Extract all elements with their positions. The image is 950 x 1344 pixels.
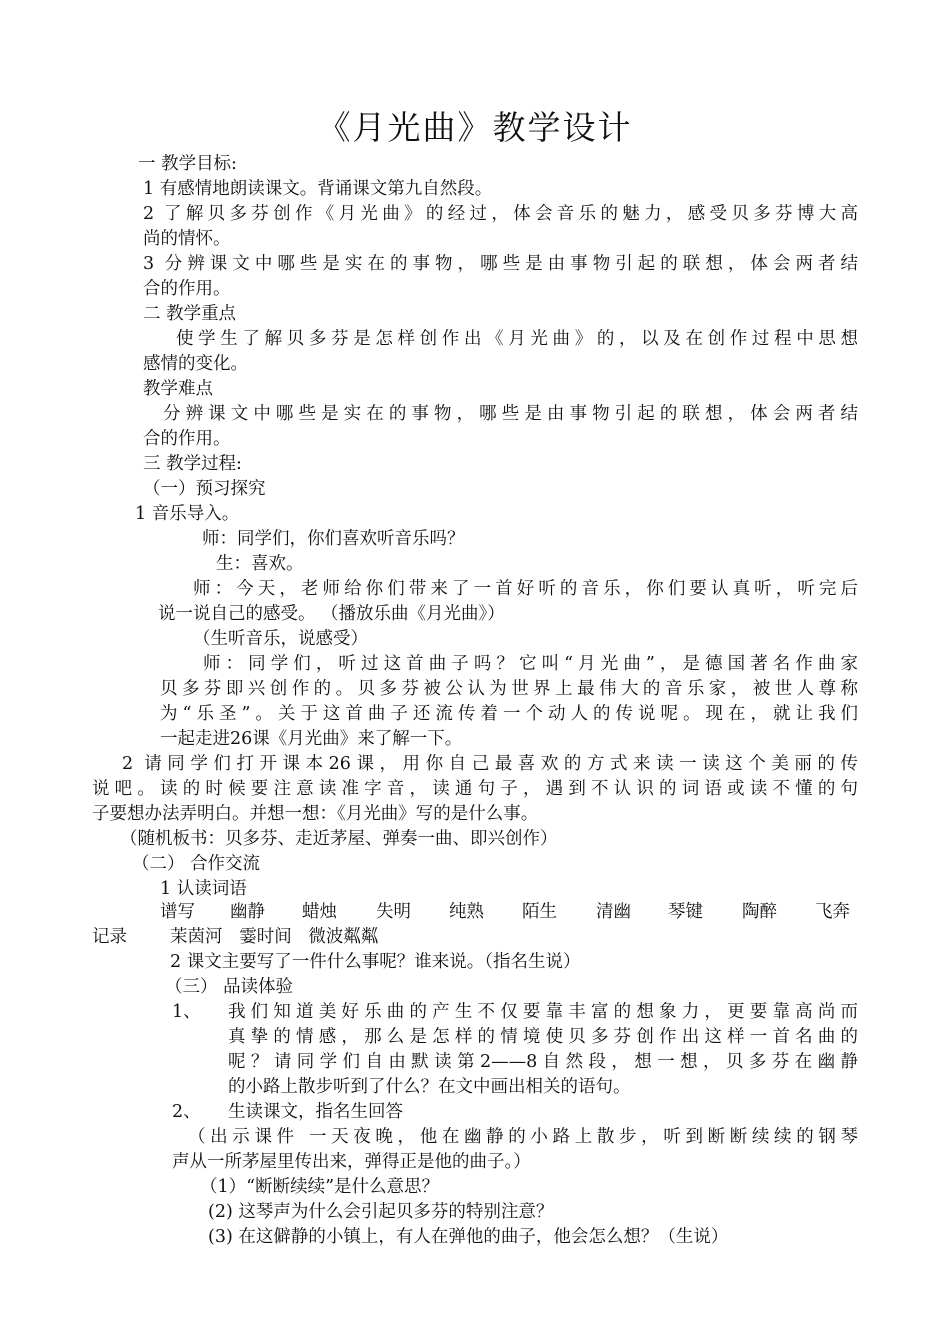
dialogue-teacher-2-line-1: 师：今天，老师给你们带来了一首好听的音乐，你们要认真听，听完后: [193, 579, 858, 599]
item-1-line-4: 的小路上散步听到了什么？在文中画出相关的语句。: [228, 1077, 631, 1097]
goal-3-line-1: 3 分辨课文中哪些是实在的事物，哪些是由事物引起的联想，体会两者结: [143, 254, 858, 274]
vocab-word: 谱写: [160, 902, 195, 922]
sub-question-3: (3) 在这僻静的小镇上，有人在弹他的曲子，他会怎么想？（生说）: [208, 1227, 729, 1247]
dialogue-teacher-3-line-2: 贝多芬即兴创作的。贝多芬被公认为世界上最伟大的音乐家，被世人尊称: [160, 679, 858, 699]
vocab-word: 蜡烛: [302, 902, 337, 922]
item-1-line-2: 真挚的情感，那么是怎样的情境使贝多芬创作出这样一首名曲的: [228, 1027, 858, 1047]
dialogue-student-1: 生：喜欢。: [216, 554, 304, 574]
vocab-word: 飞奔: [815, 902, 850, 922]
goal-2-line-1: 2 了解贝多芬创作《月光曲》的经过，体会音乐的魅力，感受贝多芬博大高: [143, 204, 858, 224]
goal-3-line-2: 合的作用。: [143, 279, 231, 299]
step-2-line-2: 说吧。读的时候要注意读准字音，读通句子，遇到不认识的词语或读不懂的句: [92, 779, 858, 799]
vocab-word: 清幽: [596, 902, 631, 922]
difficulty-line-1: 分辨课文中哪些是实在的事物，哪些是由事物引起的联想，体会两者结: [163, 404, 858, 424]
goal-2-line-2: 尚的情怀。: [143, 229, 231, 249]
vocab-word: 纯熟: [449, 902, 484, 922]
step-2-line-3: 子要想办法弄明白。并想一想：《月光曲》写的是什么事。: [92, 804, 539, 824]
sub-question-2: (2) 这琴声为什么会引起贝多芬的特别注意？: [208, 1202, 554, 1222]
vocab-word: 陌生: [522, 902, 557, 922]
key-point-line-2: 感情的变化。: [143, 354, 248, 374]
vocab-word: 失明: [376, 902, 411, 922]
dialogue-teacher-3-line-4: 一起走进26课《月光曲》来了解一下。: [160, 729, 463, 749]
vocab-word: 幽静: [230, 902, 265, 922]
step-1: 1 音乐导入。: [135, 504, 240, 524]
section-3-heading: 三 教学过程:: [143, 454, 242, 474]
part-1-heading: （一）预习探究: [143, 479, 266, 499]
vocab-heading: 1 认读词语: [160, 879, 247, 899]
sub-question-1: （1）“断断续续”是什么意思？: [200, 1177, 440, 1197]
dialogue-teacher-2-line-2: 说一说自己的感受。 （播放乐曲《月光曲》）: [158, 604, 505, 624]
difficulty-line-2: 合的作用。: [143, 429, 231, 449]
part-3-heading: （三） 品读体验: [165, 977, 294, 997]
vocab-word: 陶醉: [742, 902, 777, 922]
item-1-line-3: 呢？请同学们自由默读第2——8自然段，想一想，贝多芬在幽静: [228, 1052, 858, 1072]
dialogue-teacher-3-line-3: 为“乐圣”。关于这首曲子还流传着一个动人的传说呢。现在，就让我们: [160, 704, 858, 724]
dialogue-teacher-1: 师：同学们，你们喜欢听音乐吗？: [202, 529, 465, 549]
key-point-line-1: 使学生了解贝多芬是怎样创作出《月光曲》的，以及在创作过程中思想: [176, 329, 858, 349]
vocab-word: 琴键: [668, 902, 703, 922]
vocab-row-2-first: 记录: [92, 927, 127, 947]
step-2-line-1: 2 请同学们打开课本26课，用你自己最喜欢的方式来读一读这个美丽的传: [122, 754, 858, 774]
board-note: （随机板书：贝多芬、走近茅屋、弹奏一曲、即兴创作）: [120, 829, 558, 849]
document-title: 《月光曲》教学设计: [317, 108, 633, 147]
slide-line-1: （出示课件 一天夜晚，他在幽静的小路上散步，听到断断续续的钢琴: [188, 1127, 858, 1147]
section-2-heading: 二 教学重点: [143, 304, 237, 324]
slide-line-2: 声从一所茅屋里传出来，弹得正是他的曲子。）: [172, 1152, 531, 1172]
student-listen-note: （生听音乐，说感受）: [193, 629, 368, 649]
item-1-number: 1、: [172, 1002, 201, 1022]
vocab-row-2-rest: 茉茵河 霎时间 微波粼粼: [170, 927, 379, 947]
main-question: 2 课文主要写了一件什么事呢？谁来说。（指名生说）: [170, 952, 581, 972]
section-1-heading: 一 教学目标:: [138, 154, 237, 174]
goal-1: 1 有感情地朗读课文。背诵课文第九自然段。: [143, 179, 493, 199]
item-1-line-1: 我们知道美好乐曲的产生不仅要靠丰富的想象力，更要靠高尚而: [228, 1002, 858, 1022]
difficulty-heading: 教学难点: [143, 379, 213, 399]
vocab-row-1: [0, 900, 950, 924]
item-2-number: 2、: [172, 1102, 201, 1122]
dialogue-teacher-3-line-1: 师：同学们，听过这首曲子吗？它叫“月光曲”，是德国著名作曲家: [203, 654, 858, 674]
item-2-text: 生读课文，指名生回答: [228, 1102, 403, 1122]
part-2-heading: （二） 合作交流: [132, 854, 261, 874]
